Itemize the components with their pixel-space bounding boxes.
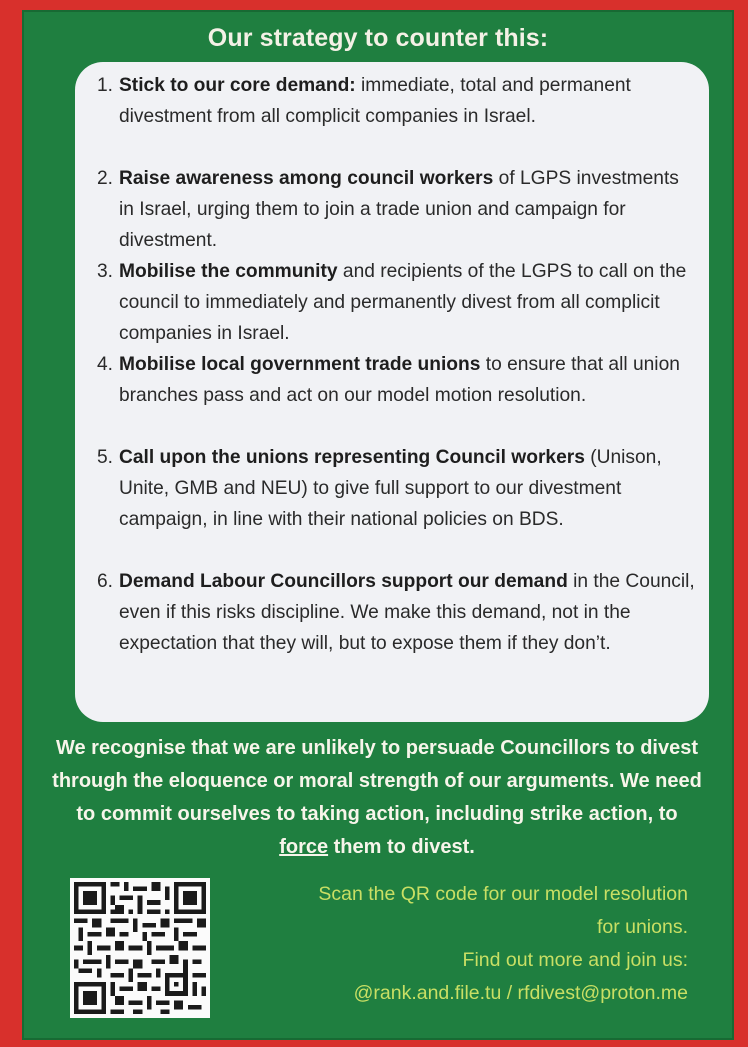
flyer-card — [22, 10, 734, 1040]
qr-instruction: Scan the QR code for our model resolution — [318, 883, 688, 905]
strategy-item — [97, 349, 699, 411]
qr-instruction-cont: for unions. — [596, 916, 688, 938]
strategy-item — [97, 566, 699, 659]
closing-text: We recognise that we are unlikely to persuade Councillors to divest through the eloquence or moral strength of our arguments. We need to commit ourselves to taking action, including strike action, to — [52, 737, 702, 825]
item-number: 5. — [97, 447, 114, 468]
closing-statement — [52, 732, 702, 864]
item-number: 2. — [97, 168, 114, 189]
strategy-item — [97, 163, 699, 256]
item-number: 4. — [97, 354, 114, 375]
strategy-item — [97, 442, 699, 535]
item-bold: Mobilise local government trade unions — [119, 354, 481, 375]
item-text: immediate, total and permanent divestment from all complicit companies in Israel. — [119, 75, 631, 127]
qr-code-graphic — [74, 882, 206, 1014]
strategy-item — [97, 256, 699, 349]
strategy-panel — [75, 62, 709, 722]
item-text: and recipients of the LGPS to call on the council to immediately and permanently divest from all complicit companies in Israel. — [119, 261, 687, 344]
item-text: in the Council, even if this risks discipline. We make this demand, not in the expectation that they will, but to expose them if they don’t. — [119, 571, 695, 654]
item-text: of LGPS investments in Israel, urging them to join a trade union and campaign for divestment. — [119, 168, 679, 251]
item-text: to ensure that all union branches pass and act on our model motion resolution. — [119, 354, 680, 406]
item-bold: Mobilise the community — [119, 261, 338, 282]
item-number: 3. — [97, 261, 114, 282]
qr-code-icon[interactable] — [70, 878, 210, 1018]
join-prompt: Find out more and join us: — [462, 949, 688, 971]
item-bold: Call upon the unions representing Council workers — [119, 447, 585, 468]
item-bold: Demand Labour Councillors support our demand — [119, 571, 568, 592]
contact-info — [218, 878, 688, 1010]
item-bold: Stick to our core demand: — [119, 75, 356, 96]
contact-handles[interactable]: @rank.and.file.tu / rfdivest@proton.me — [353, 982, 688, 1004]
item-number: 1. — [97, 75, 114, 96]
item-number: 6. — [97, 571, 114, 592]
item-text: (Unison, Unite, GMB and NEU) to give full support to our divestment campaign, in line with their national policies on BDS. — [119, 447, 662, 530]
item-bold: Raise awareness among council workers — [119, 168, 494, 189]
closing-text-end: them to divest. — [328, 836, 475, 858]
closing-underlined: force — [279, 836, 329, 858]
heading: Our strategy to counter this: — [207, 24, 549, 52]
strategy-item — [97, 70, 699, 132]
